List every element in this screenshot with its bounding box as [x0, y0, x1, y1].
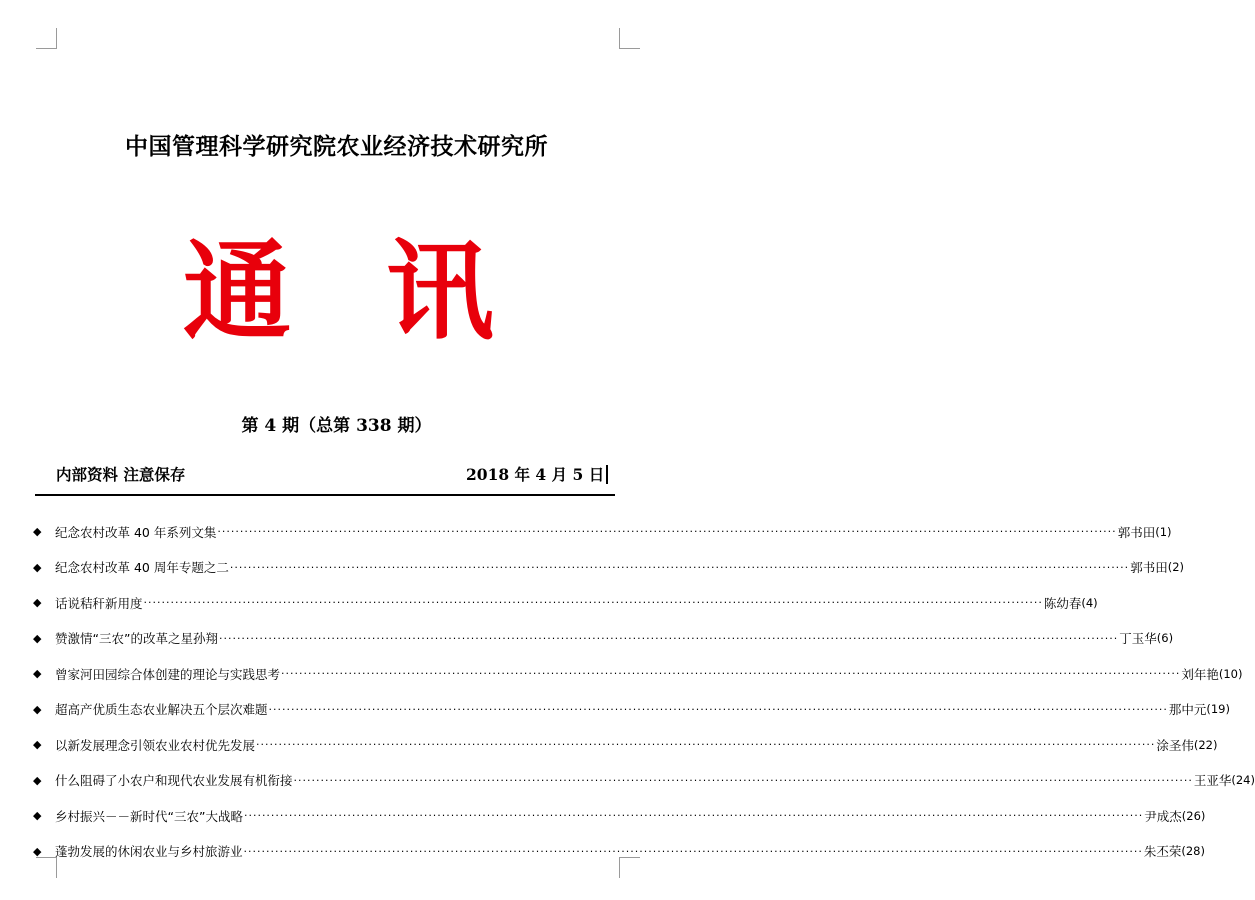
- toc-author: 郭书田: [1117, 524, 1156, 540]
- diamond-bullet-icon: ◆: [33, 844, 42, 858]
- toc-page: (19): [1206, 702, 1230, 717]
- toc-title: 什么阻碍了小农户和现代农业发展有机衔接: [55, 773, 293, 789]
- toc-title: 乡村振兴－－新时代“三农”大战略: [55, 808, 243, 824]
- corner-mark-top-right: [619, 28, 640, 49]
- toc-title: 蓬勃发展的休闲农业与乡村旅游业: [55, 844, 243, 860]
- toc-title: 曾家河田园综合体创建的理论与实践思考: [55, 666, 281, 682]
- diamond-bullet-icon: ◆: [33, 631, 42, 645]
- toc-author: 刘年艳: [1181, 666, 1219, 682]
- toc-item: [33, 621, 1174, 657]
- toc-item: [33, 798, 1206, 834]
- toc-item: [33, 514, 1172, 550]
- toc-page: (4): [1081, 595, 1098, 610]
- toc-title: 话说秸秆新用度: [55, 595, 143, 611]
- toc-title: 超高产优质生态农业解决五个层次难题: [55, 702, 268, 718]
- toc-page: (10): [1218, 666, 1243, 681]
- toc-page: (26): [1181, 808, 1206, 823]
- masthead-char-1: 通: [183, 229, 292, 355]
- toc-item: [33, 727, 1218, 763]
- toc-item: [33, 550, 1184, 586]
- publication-date: 2018 年 4 月 5 日: [466, 465, 605, 484]
- dot-leader: ········································································································································································································: [143, 596, 1043, 610]
- toc-author: 王亚华: [1193, 773, 1232, 789]
- toc-author: 那中元: [1168, 702, 1207, 718]
- dot-leader: ········································································································································································································: [281, 667, 1181, 681]
- toc-page: (28): [1181, 844, 1205, 859]
- diamond-bullet-icon: ◆: [33, 738, 42, 752]
- institute-name: 中国管理科学研究院农业经济技术研究所: [125, 133, 548, 160]
- toc-title: 纪念农村改革 40 周年专题之二: [55, 560, 229, 576]
- corner-mark-top-left: [36, 28, 57, 49]
- toc-page: (22): [1193, 737, 1218, 752]
- toc-page: (24): [1231, 773, 1255, 788]
- toc-author: 郭书田: [1130, 560, 1168, 576]
- diamond-bullet-icon: ◆: [33, 560, 42, 574]
- publication-date-line[interactable]: [466, 463, 608, 485]
- diamond-bullet-icon: ◆: [33, 525, 42, 539]
- toc-item: [33, 763, 1255, 799]
- toc-item: [33, 834, 1205, 870]
- diamond-bullet-icon: ◆: [33, 773, 42, 787]
- dot-leader: ········································································································································································································: [243, 844, 1143, 858]
- dot-leader: ········································································································································································································: [293, 773, 1193, 787]
- masthead-char-2: 讯: [386, 229, 495, 355]
- toc-page: (2): [1167, 560, 1184, 575]
- dot-leader: ········································································································································································································: [218, 631, 1119, 645]
- toc-item: [33, 585, 1098, 621]
- toc-item: [33, 656, 1243, 692]
- dot-leader: ········································································································································································································: [268, 702, 1168, 716]
- diamond-bullet-icon: ◆: [33, 702, 42, 716]
- header-divider: [35, 494, 615, 496]
- dot-leader: ········································································································································································································: [229, 560, 1130, 574]
- diamond-bullet-icon: ◆: [33, 667, 42, 681]
- dot-leader: ········································································································································································································: [256, 738, 1156, 752]
- toc-item: [33, 692, 1230, 728]
- toc-author: 朱丕荣: [1143, 844, 1182, 860]
- toc-author: 尹成杰: [1144, 808, 1182, 824]
- internal-note: 内部资料 注意保存: [56, 465, 186, 484]
- toc-page: (1): [1155, 524, 1172, 539]
- issue-number: 第 4 期（总第 338 期）: [241, 416, 432, 436]
- toc-title: 赞激情“三农”的改革之星孙翔: [55, 631, 218, 647]
- toc-title: 以新发展理念引领农业农村优先发展: [55, 737, 256, 753]
- toc-author: 丁玉华: [1119, 631, 1157, 647]
- toc-author: 陈幼春: [1043, 595, 1082, 611]
- toc-author: 涂圣伟: [1156, 737, 1194, 753]
- dot-leader: ········································································································································································································: [217, 525, 1117, 539]
- toc-page: (6): [1156, 631, 1174, 646]
- dot-leader: ········································································································································································································: [243, 809, 1144, 823]
- toc-title: 纪念农村改革 40 年系列文集: [55, 524, 217, 540]
- corner-mark-bottom-right: [619, 857, 640, 878]
- text-cursor: [606, 465, 608, 484]
- table-of-contents: [33, 514, 1255, 869]
- diamond-bullet-icon: ◆: [33, 596, 42, 610]
- diamond-bullet-icon: ◆: [33, 809, 42, 823]
